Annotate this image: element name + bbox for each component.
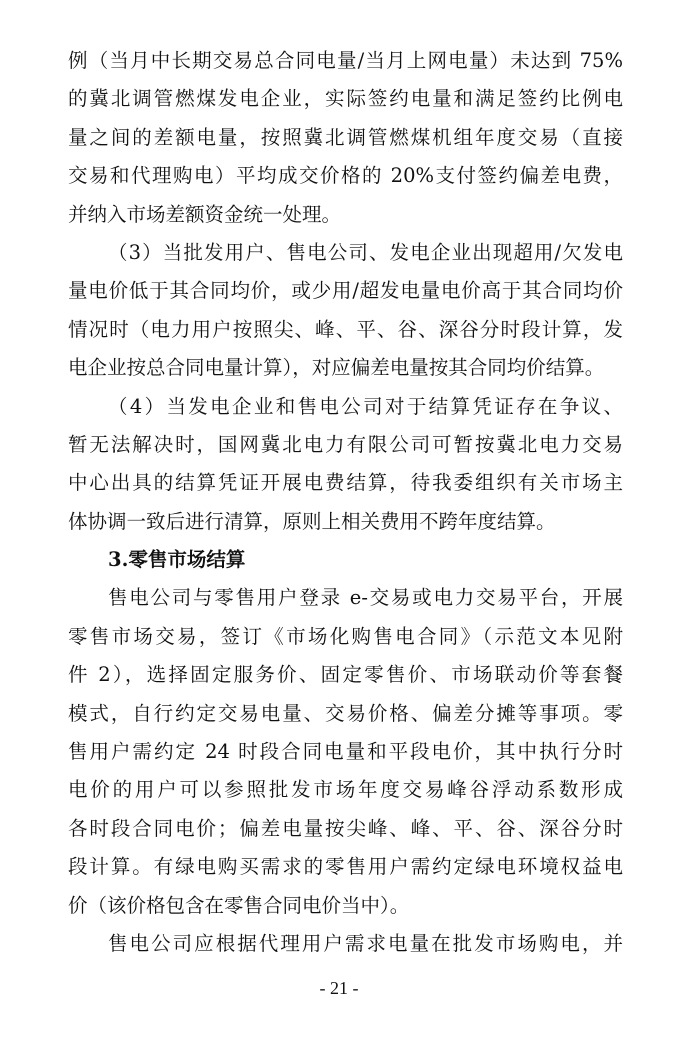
text-line: 零售市场交易，签订《市场化购售电合同》（示范文本见附 — [68, 624, 623, 648]
text-line: 模式，自行约定交易电量、交易价格、偏差分摊等事项。零 — [68, 701, 623, 725]
text-line: 各时段合同电价；偏差电量按尖峰、峰、平、谷、深谷分时 — [68, 816, 623, 840]
document-page — [68, 42, 623, 963]
text-line: 情况时（电力用户按照尖、峰、平、谷、深谷分时段计算，发 — [68, 317, 623, 341]
paragraph-item-3 — [68, 234, 623, 388]
paragraph-deviation-fee — [68, 42, 623, 234]
text-line: （3）当批发用户、售电公司、发电企业出现超用/欠发电 — [108, 240, 623, 264]
text-line: 量电价低于其合同均价，或少用/超发电量电价高于其合同均价 — [68, 279, 623, 303]
text-line: 的冀北调管燃煤发电企业，实际签约电量和满足签约比例电 — [68, 87, 623, 111]
text-line: 电价的用户可以参照批发市场年度交易峰谷浮动系数形成 — [68, 778, 623, 802]
text-line: 段计算。有绿电购买需求的零售用户需约定绿电环境权益电 — [68, 855, 623, 879]
paragraph-retail-trading — [68, 579, 623, 925]
text-line: 例（当月中长期交易总合同电量/当月上网电量）未达到 75% — [68, 49, 623, 72]
section-heading: 3.零售市场结算 — [108, 548, 246, 572]
paragraph-item-4 — [68, 388, 623, 542]
text-line: 中心出具的结算凭证开展电费结算，待我委组织有关市场主 — [68, 471, 623, 495]
text-line: 体协调一致后进行清算，原则上相关费用不跨年度结算。 — [68, 509, 556, 533]
page-number: - 21 - — [319, 978, 359, 998]
text-line: （4）当发电企业和售电公司对于结算凭证存在争议、 — [108, 394, 623, 418]
text-line: 件 2），选择固定服务价、固定零售价、市场联动价等套餐 — [68, 663, 623, 687]
text-line: 售用户需约定 24 时段合同电量和平段电价，其中执行分时 — [68, 740, 623, 764]
text-line: 售电公司与零售用户登录 e-交易或电力交易平台，开展 — [108, 586, 623, 610]
text-line: 暂无法解决时，国网冀北电力有限公司可暂按冀北电力交易 — [68, 432, 623, 456]
text-line: 交易和代理购电）平均成交价格的 20%支付签约偏差电费， — [68, 164, 623, 188]
paragraph-retail-purchase — [68, 925, 623, 963]
text-line: 并纳入市场差额资金统一处理。 — [68, 202, 342, 226]
text-line: 电企业按总合同电量计算），对应偏差电量按其合同均价结算。 — [68, 356, 605, 380]
text-line: 售电公司应根据代理用户需求电量在批发市场购电，并 — [108, 931, 623, 955]
text-line: 价（该价格包含在零售合同电价当中）。 — [68, 893, 410, 917]
text-line: 量之间的差额电量，按照冀北调管燃煤机组年度交易（直接 — [68, 125, 623, 149]
